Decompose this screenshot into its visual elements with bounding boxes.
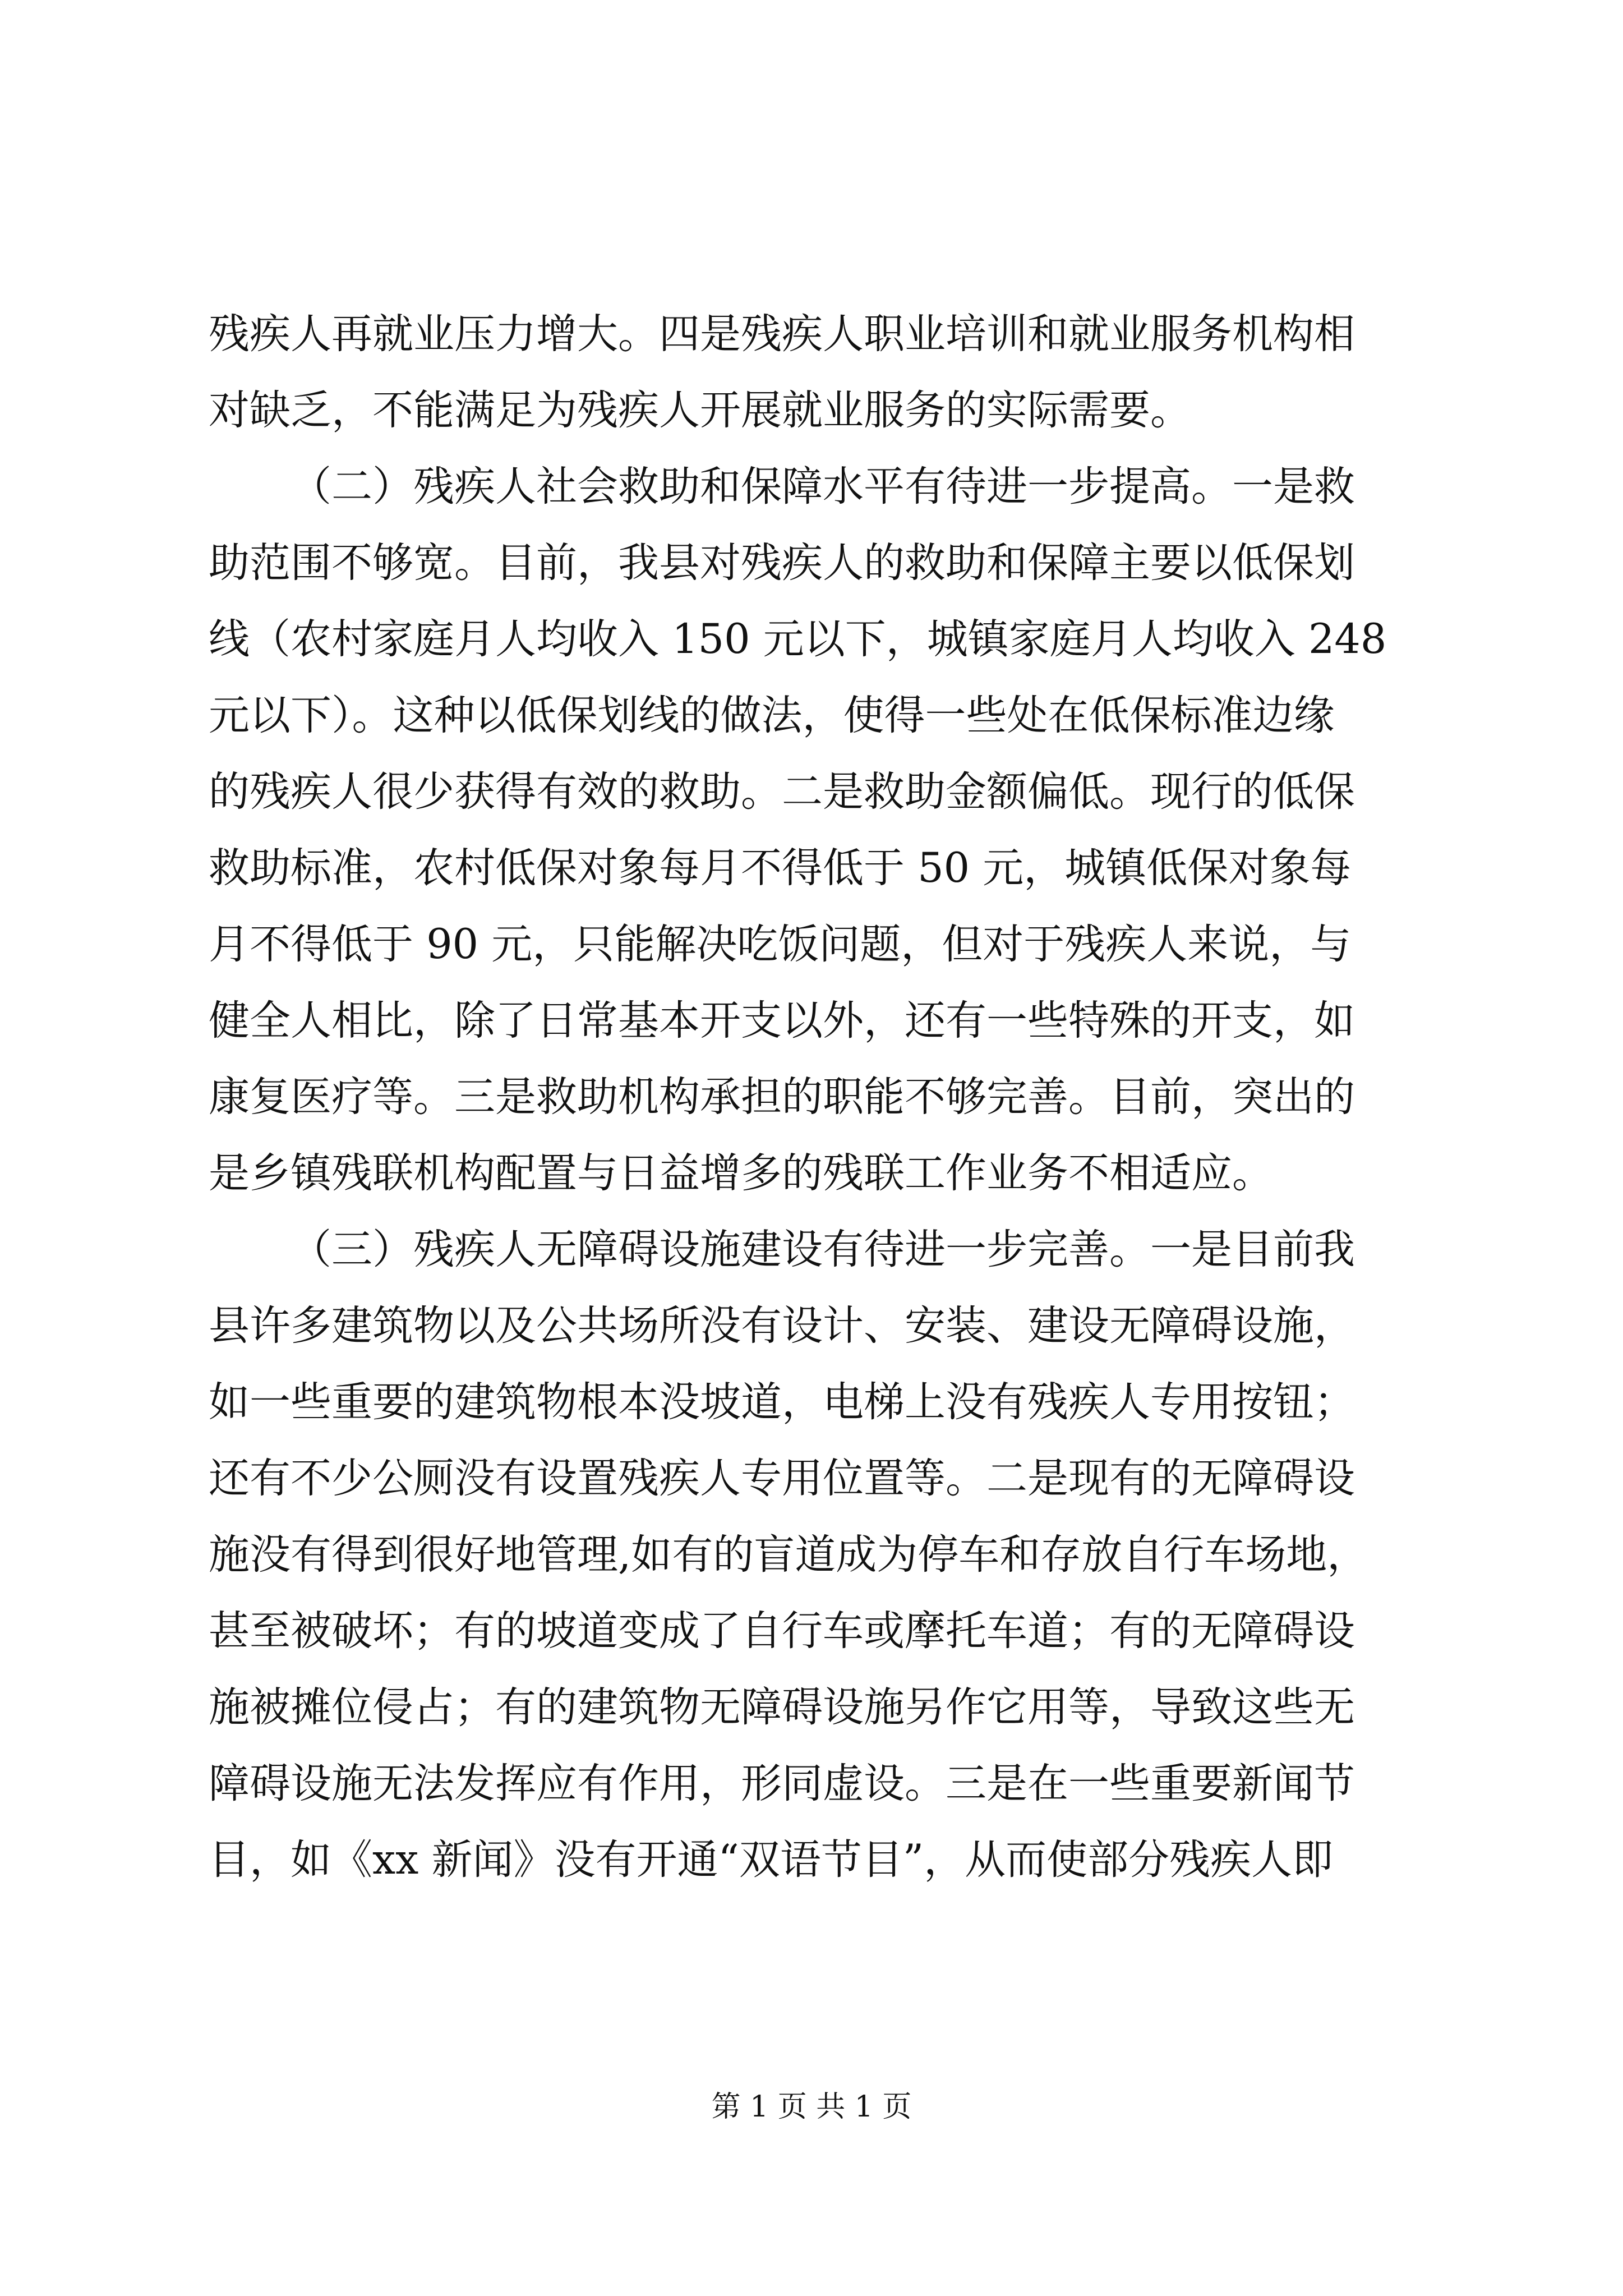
text-line: 是乡镇残联机构配置与日益增多的残联工作业务不相适应。 [209, 1149, 1273, 1197]
text-line: 施被摊位侵占；有的建筑物无障碍设施另作它用等，导致这些无 [209, 1683, 1355, 1731]
text-line: 目，如《xx 新闻》没有开通“双语节目”，从而使部分残疾人即 [209, 1836, 1334, 1884]
body-text [209, 296, 1420, 1898]
text-line: 健全人相比，除了日常基本开支以外，还有一些特殊的开支，如 [209, 997, 1355, 1045]
text-line: 月不得低于 90 元，只能解决吃饭问题，但对于残疾人来说，与 [209, 921, 1352, 968]
page-footer: 第 1 页 共 1 页 [711, 2090, 912, 2124]
text-line: 救助标准，农村低保对象每月不得低于 50 元，城镇低保对象每 [209, 844, 1352, 892]
text-line: 助范围不够宽。目前，我县对残疾人的救助和保障主要以低保划 [209, 539, 1355, 587]
text-line: （二）残疾人社会救助和保障水平有待进一步提高。一是救 [291, 463, 1355, 510]
text-line: 残疾人再就业压力增大。四是残疾人职业培训和就业服务机构相 [209, 310, 1355, 358]
text-line: 对缺乏，不能满足为残疾人开展就业服务的实际需要。 [209, 386, 1191, 434]
text-line: 施没有得到很好地管理,如有的盲道成为停车和存放自行车场地， [209, 1531, 1368, 1579]
text-line: 元以下）。这种以低保划线的做法，使得一些处在低保标准边缘 [209, 692, 1335, 739]
text-line: 的残疾人很少获得有效的救助。二是救助金额偏低。现行的低保 [209, 768, 1355, 816]
text-line: （三）残疾人无障碍设施建设有待进一步完善。一是目前我 [291, 1226, 1355, 1273]
text-line: 还有不少公厕没有设置残疾人专用位置等。二是现有的无障碍设 [209, 1455, 1355, 1502]
text-line: 康复医疗等。三是救助机构承担的职能不够完善。目前，突出的 [209, 1073, 1355, 1121]
text-line: 甚至被破坏；有的坡道变成了自行车或摩托车道；有的无障碍设 [209, 1607, 1355, 1655]
text-line: 如一些重要的建筑物根本没坡道，电梯上没有残疾人专用按钮； [209, 1378, 1355, 1426]
text-line: 障碍设施无法发挥应有作用，形同虚设。三是在一些重要新闻节 [209, 1760, 1355, 1807]
text-line: 县许多建筑物以及公共场所没有设计、安装、建设无障碍设施， [209, 1302, 1355, 1350]
text-line: 线（农村家庭月人均收入 150 元以下，城镇家庭月人均收入 248 [209, 615, 1387, 663]
